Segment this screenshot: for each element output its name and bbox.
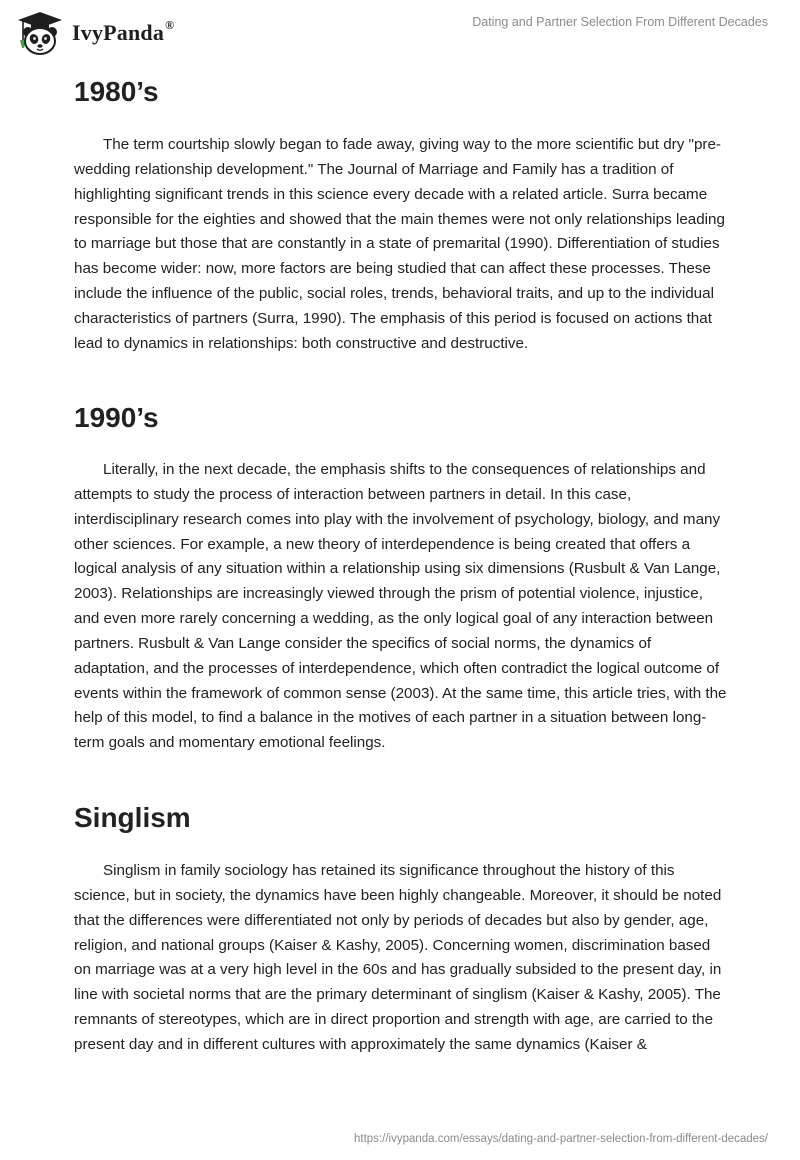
section-1980s: [74, 72, 729, 357]
section-paragraph: Singlism in family sociology has retained its significance throughout the history of this science, but in society, the dynamics have been highly changeable. Moreover, it should be noted that the differences were differentiated not only by periods of decades but also by gender, age, religion, and national groups (Kaiser & Kashy, 2005). Concerning women, discrimination based on marriage was at a very high level in the 60s and has gradually subsided to the present day, in line with societal norms that are the primary determinant of singlism (Kaiser & Kashy, 2005). The remnants of stereotypes, which are in direct proportion and strength with age, are carried to the present day and in different cultures with approximately the same dynamics (Kaiser &: [74, 862, 722, 1053]
section-1990s: [74, 398, 729, 756]
page-header: [0, 0, 800, 64]
document-title: Dating and Partner Selection From Different Decades: [472, 15, 768, 29]
section-heading: 1980’s: [74, 76, 159, 107]
panda-graduate-icon: [14, 10, 66, 56]
section-singlism: [74, 798, 729, 1058]
registered-mark: ®: [165, 18, 175, 32]
section-paragraph: Literally, in the next decade, the emphasis shifts to the consequences of relationships and attempts to study the process of interaction between partners in detail. In this case, interdisciplinary research comes into play with the involvement of psychology, biology, and many other sciences. For example, a new theory of interdependence is being created that offers a logical analysis of any situation within a relationship using six dimensions (Rusbult & Van Lange, 2003). Relationships are increasingly viewed through the prism of potential violence, injustice, and even more rarely concerning a wedding, as the only logical goal of any interaction between partners. Rusbult & Van Lange consider the specifics of social norms, the dynamics of adaptation, and the processes of interdependence, which often contradict the logical outcome of events within the framework of common sense (2003). At the same time, this article tries, with the help of this model, to find a balance in the motives of each partner in a situation between long-term goals and momentary emotional feelings.: [74, 461, 727, 752]
source-url[interactable]: https://ivypanda.com/essays/dating-and-partner-selection-from-different-decades/: [354, 1133, 768, 1145]
section-heading: Singlism: [74, 802, 191, 833]
brand-name: [72, 20, 174, 46]
section-heading: 1990’s: [74, 402, 159, 433]
section-paragraph: The term courtship slowly began to fade away, giving way to the more scientific but dry "pre-wedding relationship development." The Journal of Marriage and Family has a tradition of highlighting significant trends in this science every decade with a related article. Surra became responsible for the eighties and showed that the main themes were not only relationships leading to marriage but those that are constantly in a state of premarital (1990). Differentiation of studies has become wider: now, more factors are being studied that can affect these processes. These include the influence of the public, social roles, trends, behavioral traits, and up to the individual characteristics of partners (Surra, 1990). The emphasis of this period is focused on actions that lead to dynamics in relationships: both constructive and destructive.: [74, 136, 725, 352]
brand-text: IvyPanda: [72, 20, 165, 45]
ivypanda-logo[interactable]: [14, 10, 174, 56]
